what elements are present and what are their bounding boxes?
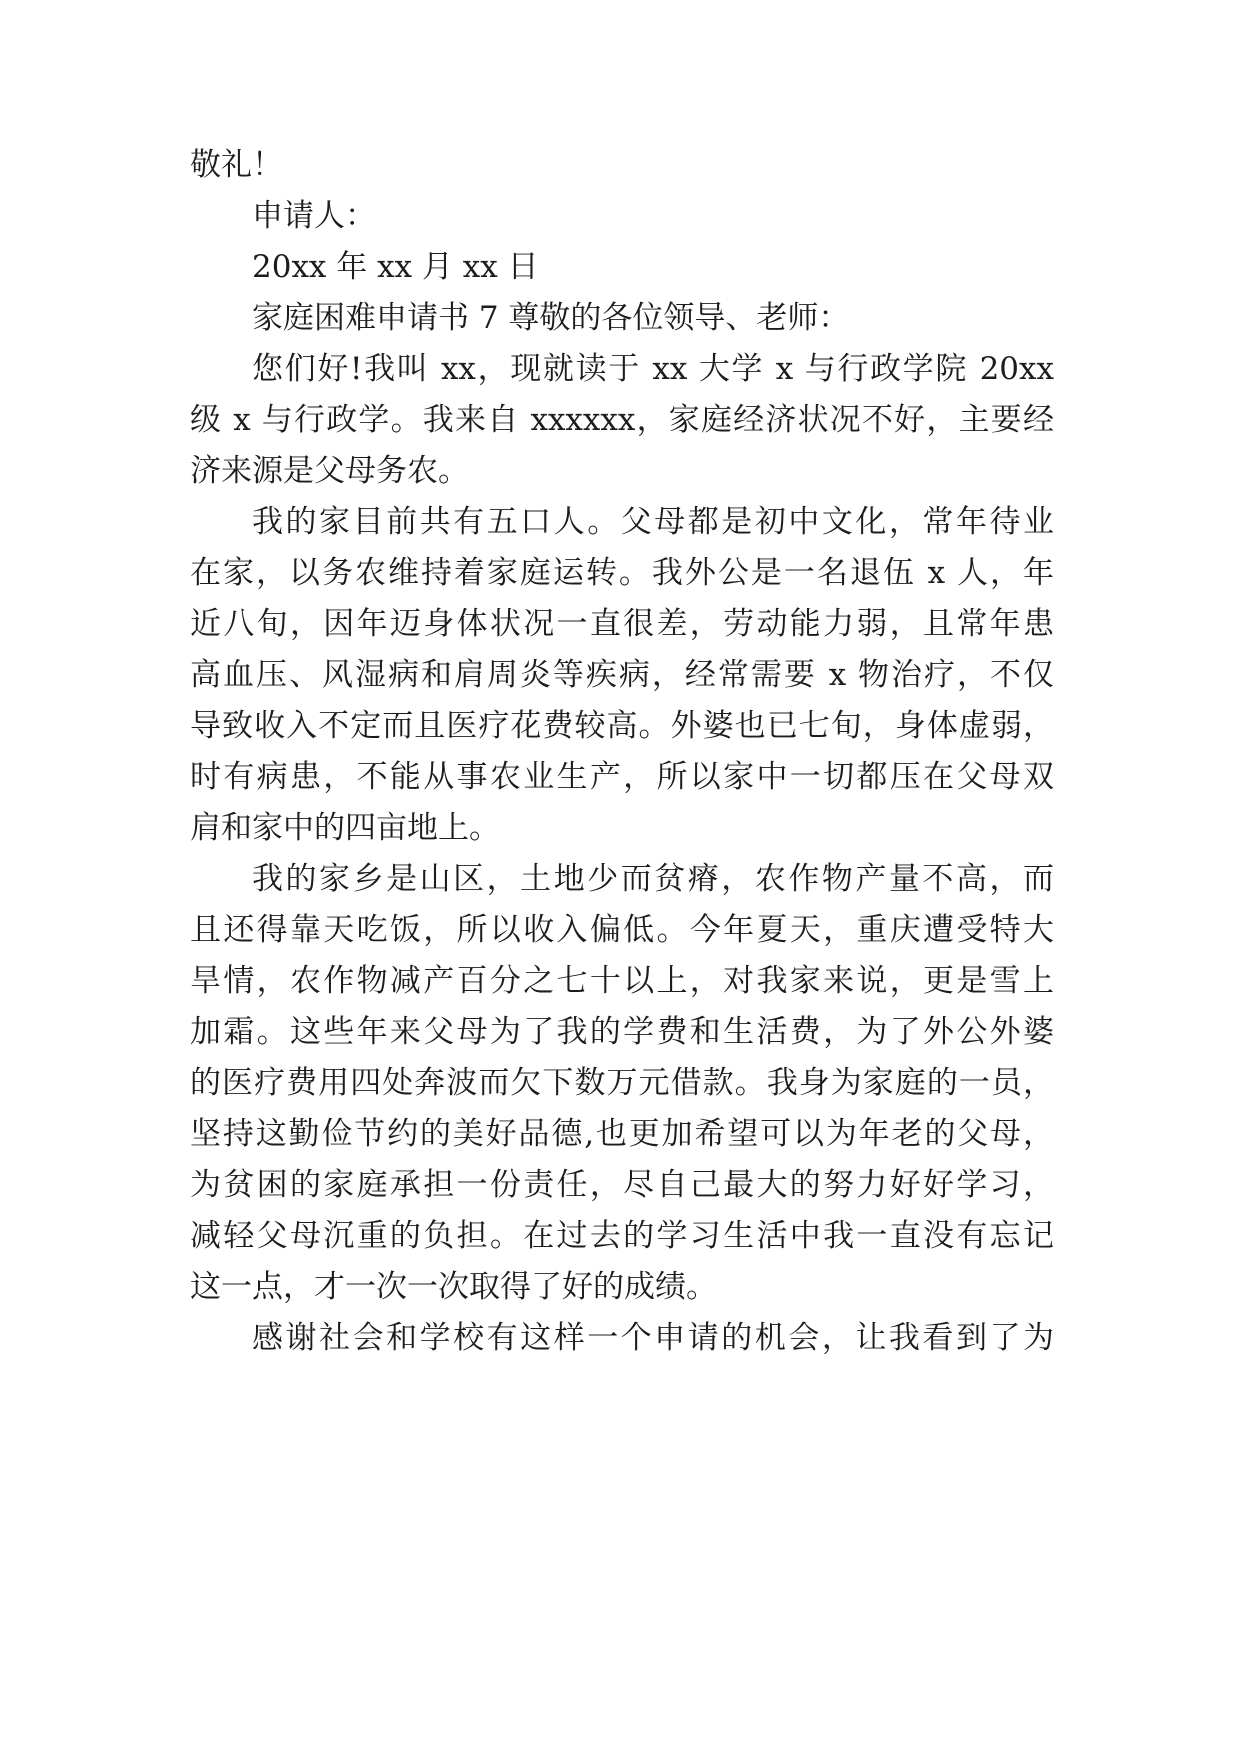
paragraph-line: 您们好!我叫 xx，现就读于 xx 大学 x 与行政学院 20xx [252, 351, 1054, 387]
paragraph-line: 感谢社会和学校有这样一个申请的机会，让我看到了为 [252, 1320, 1054, 1356]
paragraph-family [190, 497, 1054, 854]
paragraph-line: 高血压、风湿病和肩周炎等疾病，经常需要 x 物治疗，不仅 [190, 657, 1054, 693]
paragraph-line: 减轻父母沉重的负担。在过去的学习生活中我一直没有忘记 [190, 1218, 1054, 1254]
paragraph-line: 济来源是父母务农。 [190, 453, 469, 489]
paragraph-line: 时有病患，不能从事农业生产，所以家中一切都压在父母双 [190, 759, 1054, 795]
paragraph-line: 肩和家中的四亩地上。 [190, 810, 500, 846]
paragraph-greeting [190, 344, 1054, 497]
paragraph-line: 的医疗费用四处奔波而欠下数万元借款。我身为家庭的一员， [190, 1065, 1054, 1101]
paragraph-line: 且还得靠天吃饭，所以收入偏低。今年夏天，重庆遭受特大 [190, 912, 1054, 948]
closing-salutation: 敬礼！ [190, 147, 283, 183]
paragraph-thanks [190, 1313, 1054, 1364]
applicant-label: 申请人： [252, 198, 376, 234]
signature-date: 20xx 年 xx 月 xx 日 [252, 249, 539, 285]
paragraph-line: 近八旬，因年迈身体状况一直很差，劳动能力弱，且常年患 [190, 606, 1054, 642]
document-body [190, 140, 1054, 1364]
paragraph-line: 加霜。这些年来父母为了我的学费和生活费，为了外公外婆 [190, 1014, 1054, 1050]
paragraph-line: 这一点，才一次一次取得了好的成绩。 [190, 1269, 717, 1305]
paragraph-line: 级 x 与行政学。我来自 xxxxxx，家庭经济状况不好，主要经 [190, 402, 1054, 438]
paragraph-line: 坚持这勤俭节约的美好品德,也更加希望可以为年老的父母， [190, 1116, 1054, 1152]
paragraph-hometown [190, 854, 1054, 1313]
letter-heading: 家庭困难申请书 7 尊敬的各位领导、老师： [252, 300, 850, 336]
paragraph-line: 我的家乡是山区，土地少而贫瘠，农作物产量不高，而 [252, 861, 1054, 897]
paragraph-line: 为贫困的家庭承担一份责任，尽自己最大的努力好好学习， [190, 1167, 1054, 1203]
paragraph-line: 旱情，农作物减产百分之七十以上，对我家来说，更是雪上 [190, 963, 1054, 999]
paragraph-line: 我的家目前共有五口人。父母都是初中文化，常年待业 [252, 504, 1054, 540]
paragraph-line: 导致收入不定而且医疗花费较高。外婆也已七旬，身体虚弱， [190, 708, 1054, 744]
paragraph-line: 在家，以务农维持着家庭运转。我外公是一名退伍 x 人，年 [190, 555, 1054, 591]
